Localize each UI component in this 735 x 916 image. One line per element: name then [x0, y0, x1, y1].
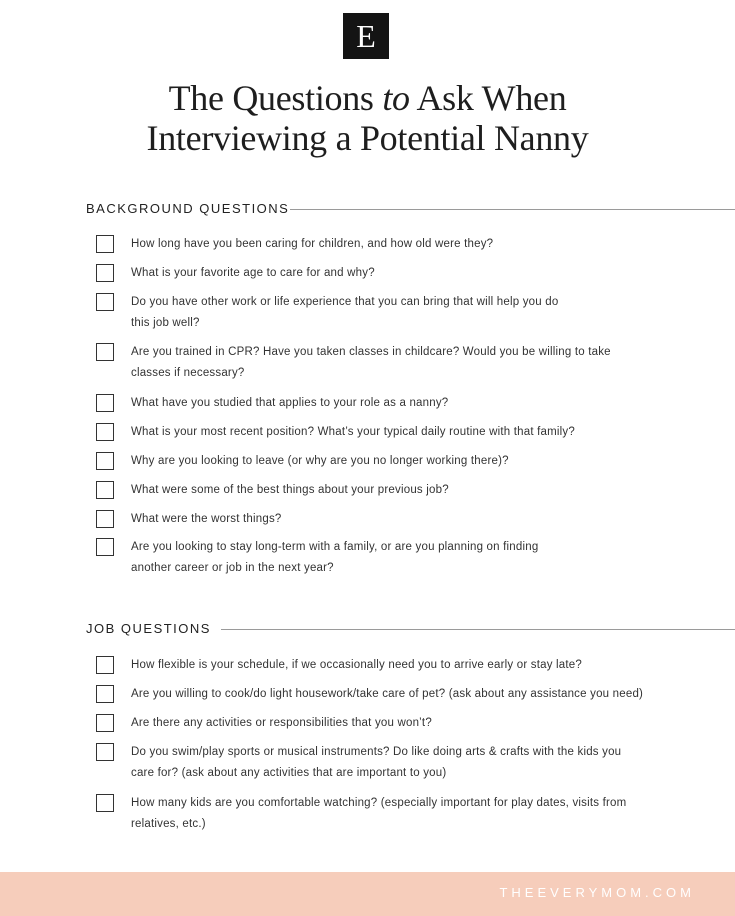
title-line-1 [0, 78, 735, 118]
question-text [131, 234, 691, 255]
checkbox[interactable] [96, 452, 114, 470]
question-line: How long have you been caring for children, and how old were they? [131, 238, 494, 250]
question-text [131, 342, 691, 384]
question-text [131, 451, 691, 472]
section-header [86, 621, 735, 637]
question-text [131, 537, 691, 579]
question-line: Do you have other work or life experience that you can bring that will help you do [131, 296, 559, 308]
brand-logo: E [343, 13, 389, 59]
page-title [0, 78, 735, 158]
checkbox[interactable] [96, 343, 114, 361]
checkbox[interactable] [96, 423, 114, 441]
checkbox[interactable] [96, 656, 114, 674]
checkbox[interactable] [96, 293, 114, 311]
question-text [131, 684, 691, 705]
question-line: How many kids are you comfortable watching? (especially important for play dates, visits from [131, 797, 627, 809]
section-divider [290, 209, 735, 210]
checkbox[interactable] [96, 685, 114, 703]
question-line: classes if necessary? [131, 367, 245, 379]
question-line: Are there any activities or responsibilities that you won’t? [131, 717, 432, 729]
title-line-1-pre: The Questions [168, 78, 383, 118]
question-text [131, 655, 691, 676]
footer-site: THEEVERYMOM.COM [499, 885, 695, 900]
checkbox[interactable] [96, 794, 114, 812]
title-line-2: Interviewing a Potential Nanny [146, 118, 589, 158]
checkbox[interactable] [96, 264, 114, 282]
section-divider [221, 629, 735, 630]
question-text [131, 713, 691, 734]
checkbox[interactable] [96, 510, 114, 528]
checkbox[interactable] [96, 714, 114, 732]
question-text [131, 422, 691, 443]
question-line: care for? (ask about any activities that are important to you) [131, 767, 447, 779]
question-line: What were the worst things? [131, 513, 282, 525]
question-line: this job well? [131, 317, 200, 329]
question-text [131, 480, 691, 501]
title-line-1-emphasis: to [382, 78, 410, 118]
section-header [86, 201, 735, 217]
question-text [131, 742, 691, 784]
question-line: Why are you looking to leave (or why are you no longer working there)? [131, 455, 509, 467]
checkbox[interactable] [96, 538, 114, 556]
checkbox[interactable] [96, 743, 114, 761]
section-title: BACKGROUND QUESTIONS [86, 201, 290, 216]
section-title: JOB QUESTIONS [86, 621, 211, 636]
question-line: Are you trained in CPR? Have you taken classes in childcare? Would you be willing to take [131, 346, 611, 358]
question-text [131, 393, 691, 414]
question-line: Do you swim/play sports or musical instruments? Do like doing arts & crafts with the kids you [131, 746, 622, 758]
question-line: How flexible is your schedule, if we occasionally need you to arrive early or stay late? [131, 659, 582, 671]
checkbox[interactable] [96, 394, 114, 412]
question-text [131, 263, 691, 284]
footer-bar [0, 872, 735, 916]
question-line: What is your most recent position? What’s your typical daily routine with that family? [131, 426, 575, 438]
question-line: relatives, etc.) [131, 818, 206, 830]
title-line-1-post: Ask When [409, 78, 567, 118]
question-text [131, 509, 691, 530]
question-text [131, 793, 691, 835]
question-line: Are you willing to cook/do light housework/take care of pet? (ask about any assistance you need) [131, 688, 644, 700]
question-line: What is your favorite age to care for and why? [131, 267, 375, 279]
checkbox[interactable] [96, 481, 114, 499]
question-line: What have you studied that applies to your role as a nanny? [131, 397, 449, 409]
question-text [131, 292, 691, 334]
checkbox[interactable] [96, 235, 114, 253]
question-line: Are you looking to stay long-term with a family, or are you planning on finding [131, 541, 539, 553]
question-line: another career or job in the next year? [131, 562, 334, 574]
question-line: What were some of the best things about your previous job? [131, 484, 449, 496]
